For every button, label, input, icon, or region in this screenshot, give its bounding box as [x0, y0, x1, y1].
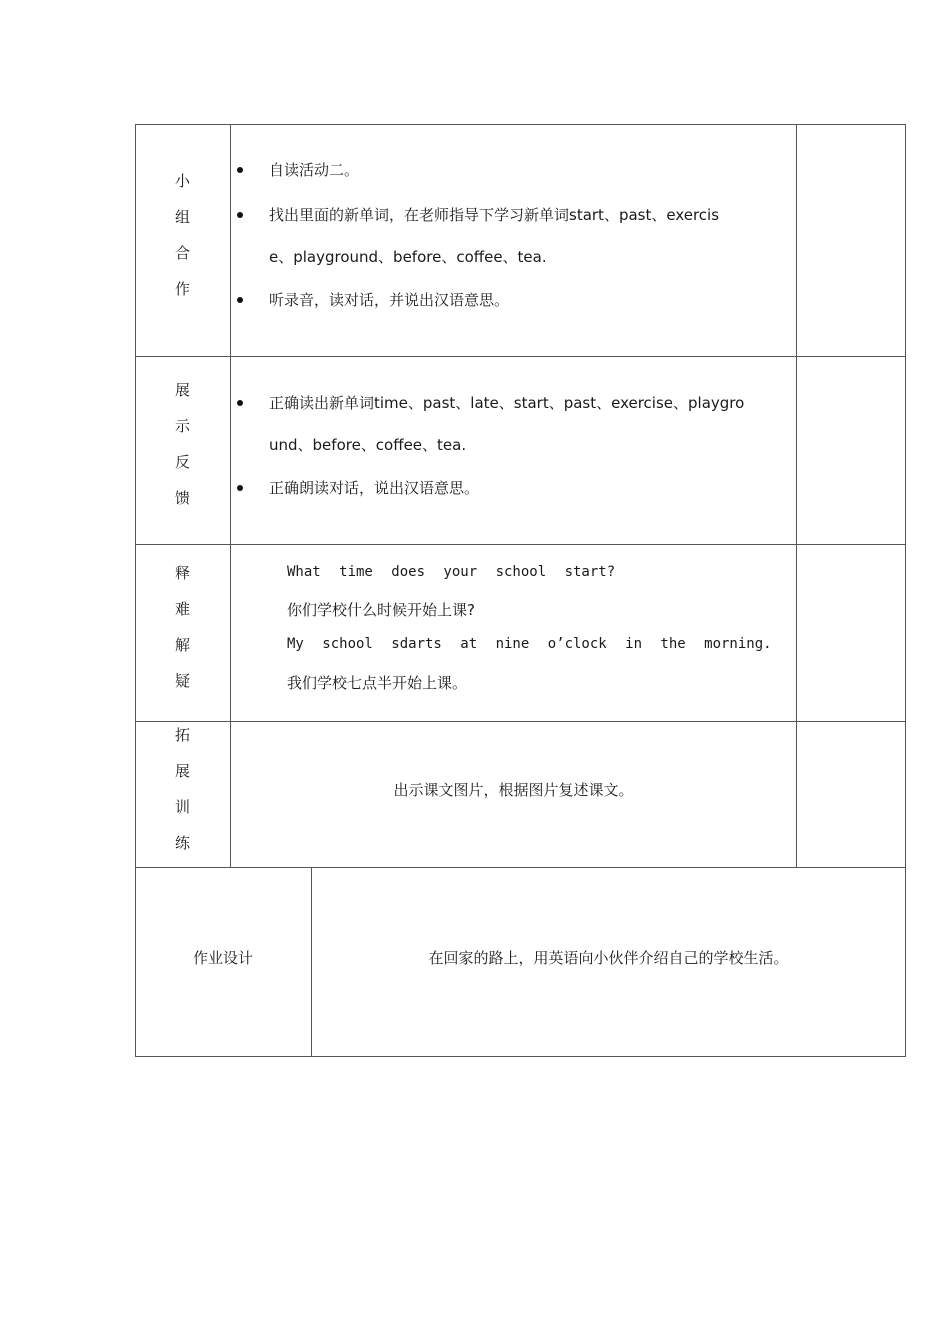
label-char: 难 [174, 600, 190, 618]
label-char: 拓 [174, 726, 190, 744]
label-char: 展 [174, 762, 190, 780]
label-char: 馈 [174, 489, 190, 507]
list-item-continuation: und、before、coffee、tea. [269, 436, 467, 454]
homework-label: 作业设计 [192, 949, 253, 967]
bullet-icon [237, 212, 243, 218]
label-char: 小 [174, 172, 190, 190]
list-item: 正确读出新单词time、past、late、start、past、exercise、playgro [269, 392, 744, 413]
label-char: 作 [174, 280, 190, 298]
row-label-presentation [135, 372, 230, 516]
list-item: 自读活动二。 [269, 159, 359, 180]
bullet-icon [237, 400, 243, 406]
list-item: 听录音，读对话，并说出汉语意思。 [269, 289, 509, 310]
label-char: 练 [174, 834, 190, 852]
column-divider [796, 124, 797, 868]
label-char: 解 [174, 636, 190, 654]
list-item-continuation: e、playground、before、coffee、tea. [269, 248, 547, 266]
chinese-translation: 你们学校什么时候开始上课? [287, 601, 475, 619]
label-char: 展 [174, 381, 190, 399]
chinese-translation: 我们学校七点半开始上课。 [287, 674, 468, 692]
homework-text: 在回家的路上，用英语向小伙伴介绍自己的学校生活。 [428, 949, 789, 967]
english-sentence: What time does your school start? [287, 564, 616, 580]
bullet-icon [237, 167, 243, 173]
english-sentence: My school sdarts at nine o’clock in the morning. [287, 636, 772, 652]
row-divider [135, 544, 906, 545]
table-border-right [905, 124, 906, 1057]
row-label-extension [135, 717, 230, 861]
bullet-icon [237, 485, 243, 491]
label-char: 组 [174, 208, 190, 226]
row-divider [135, 721, 906, 722]
table-border-top [135, 124, 906, 125]
label-char: 疑 [174, 672, 190, 690]
bullet-icon [237, 297, 243, 303]
row-label-group-work [135, 163, 230, 307]
label-char: 示 [174, 417, 190, 435]
label-char: 释 [174, 564, 190, 582]
label-char: 反 [174, 453, 190, 471]
label-char: 合 [174, 244, 190, 262]
label-char: 训 [174, 798, 190, 816]
row-divider [135, 867, 906, 868]
row-label-difficulties [135, 555, 230, 699]
list-item: 正确朗读对话，说出汉语意思。 [269, 477, 479, 498]
column-divider [230, 124, 231, 868]
extension-text: 出示课文图片，根据图片复述课文。 [393, 781, 634, 799]
row-divider [135, 356, 906, 357]
list-item: 找出里面的新单词，在老师指导下学习新单词start、past、exercis [269, 204, 719, 225]
table-border-bottom [135, 1056, 906, 1057]
